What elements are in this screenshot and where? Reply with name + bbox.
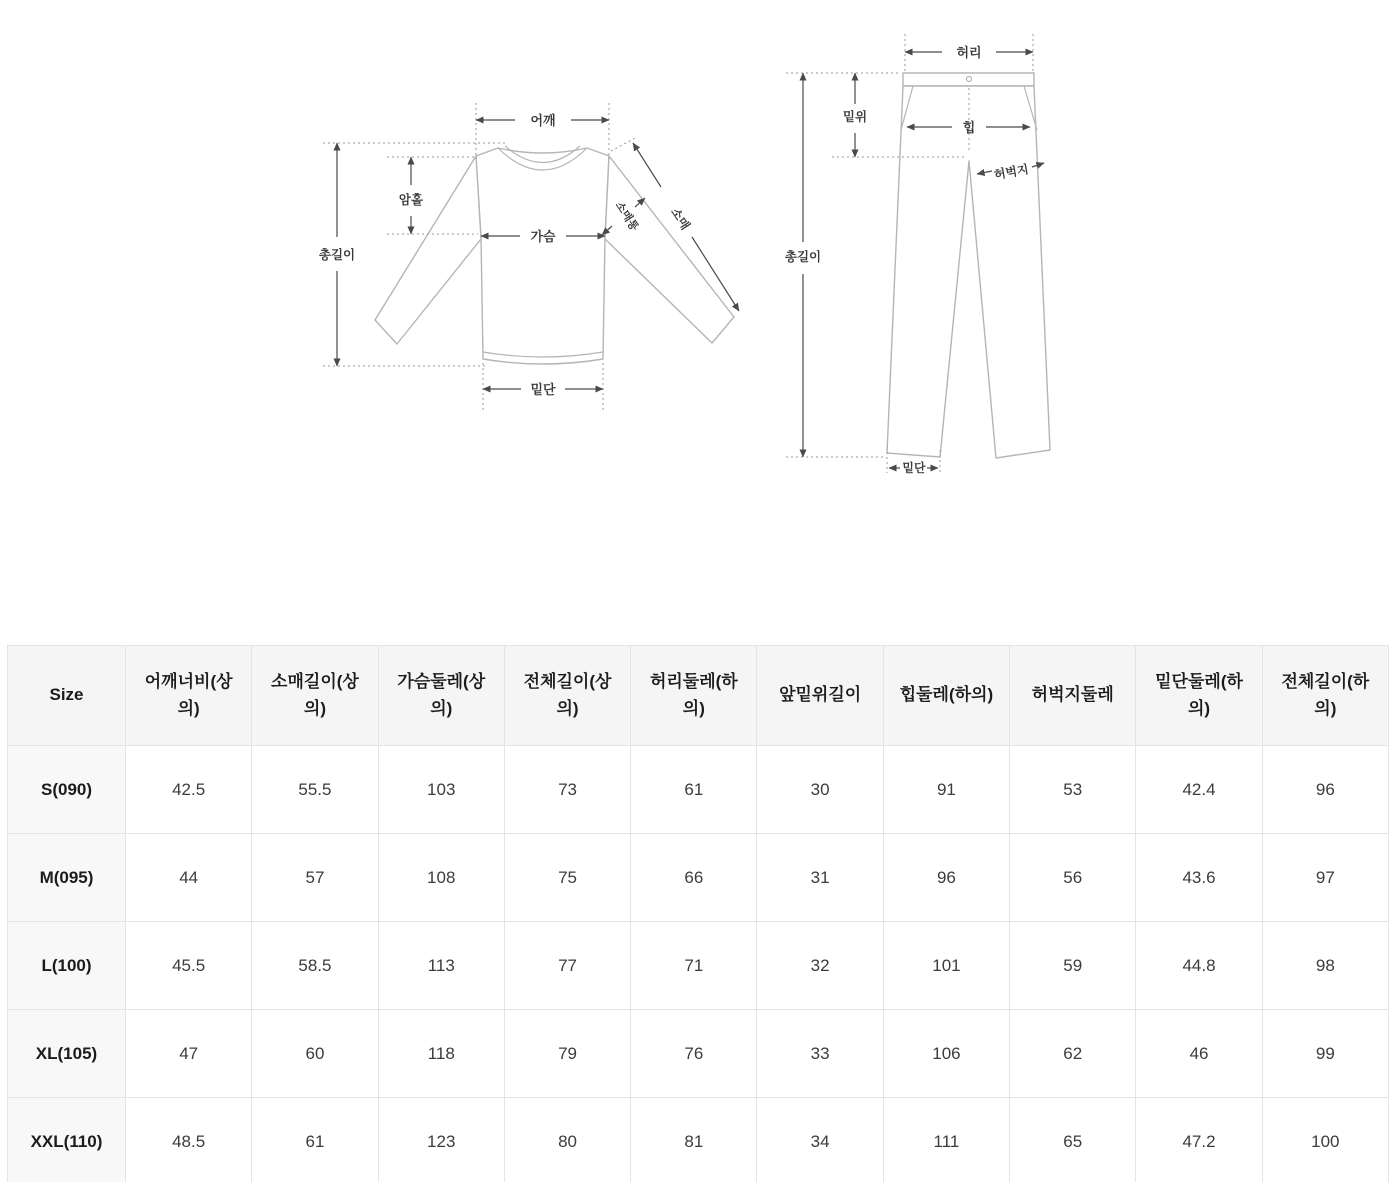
measurement-column-header: 앞밑위길이 [757,646,883,746]
measurement-value: 62 [1010,1010,1136,1098]
shirt-outline [375,146,734,364]
measurement-value: 33 [757,1010,883,1098]
measurement-value: 32 [757,922,883,1010]
measurement-column-header: 가슴둘레(상의) [378,646,504,746]
measurement-column-header: 소매길이(상의) [252,646,378,746]
measurement-value: 47.2 [1136,1098,1262,1182]
measurement-value: 47 [126,1010,252,1098]
measurement-value: 76 [631,1010,757,1098]
measurement-value: 56 [1010,834,1136,922]
measurement-value: 30 [757,746,883,834]
measurement-value: 108 [378,834,504,922]
measurement-value: 59 [1010,922,1136,1010]
total-length-label: 총길이 [784,250,822,264]
measurement-value: 42.5 [126,746,252,834]
size-column-header: Size [8,646,126,746]
hip-label: 힙 [962,120,976,135]
table-row [8,834,1389,922]
measurement-value: 113 [378,922,504,1010]
table-row [8,922,1389,1010]
measurement-value: 46 [1136,1010,1262,1098]
measurement-value: 45.5 [126,922,252,1010]
measurement-value: 91 [883,746,1009,834]
waist-label: 허리 [956,45,982,60]
measurement-value: 73 [504,746,630,834]
size-label: XXL(110) [8,1098,126,1182]
measurement-value: 42.4 [1136,746,1262,834]
size-label: XL(105) [8,1010,126,1098]
measurement-value: 111 [883,1098,1009,1182]
measurement-value: 31 [757,834,883,922]
measurement-value: 77 [504,922,630,1010]
size-table-body [8,746,1389,1182]
measurement-value: 96 [1262,746,1388,834]
size-table-header-row [8,646,1389,746]
thigh-label: 허벅지 [992,162,1030,182]
measurement-value: 103 [378,746,504,834]
measurement-value: 80 [504,1098,630,1182]
table-row [8,746,1389,834]
hem-label: 밑단 [530,382,556,397]
measurement-value: 99 [1262,1010,1388,1098]
size-label: M(095) [8,834,126,922]
measurement-value: 66 [631,834,757,922]
measurement-column-header: 전체길이(하의) [1262,646,1388,746]
sleeve-label: 소매 [668,205,693,233]
size-label: L(100) [8,922,126,1010]
hem-label: 밑단 [902,461,926,475]
measurement-value: 43.6 [1136,834,1262,922]
size-label: S(090) [8,746,126,834]
measurement-value: 44.8 [1136,922,1262,1010]
measurement-value: 118 [378,1010,504,1098]
measurement-value: 65 [1010,1098,1136,1182]
chest-label: 가슴 [530,229,556,244]
hem-dimension [483,363,603,412]
measurement-value: 48.5 [126,1098,252,1182]
measurement-value: 81 [631,1098,757,1182]
waist-dimension [905,34,1033,72]
bottom-garment-diagram [780,20,1100,475]
size-table [7,645,1389,1182]
measurement-column-header: 허리둘레(하의) [631,646,757,746]
rise-label: 밑위 [842,110,868,124]
table-row [8,1010,1389,1098]
measurement-column-header: 어깨너비(상의) [126,646,252,746]
measurement-value: 123 [378,1098,504,1182]
measurement-value: 79 [504,1010,630,1098]
measurement-value: 96 [883,834,1009,922]
measurement-value: 75 [504,834,630,922]
measurement-column-header: 허벅지둘레 [1010,646,1136,746]
measurement-column-header: 밑단둘레(하의) [1136,646,1262,746]
measurement-value: 53 [1010,746,1136,834]
measurement-column-header: 힙둘레(하의) [883,646,1009,746]
measurement-value: 61 [252,1098,378,1182]
measurement-value: 34 [757,1098,883,1182]
measurement-value: 44 [126,834,252,922]
measurement-value: 55.5 [252,746,378,834]
total-length-dimension [784,73,901,457]
measurement-value: 98 [1262,922,1388,1010]
measurement-value: 101 [883,922,1009,1010]
table-row [8,1098,1389,1182]
measurement-value: 71 [631,922,757,1010]
measurement-value: 57 [252,834,378,922]
total-length-label: 총길이 [318,248,356,262]
measurement-value: 106 [883,1010,1009,1098]
measurement-value: 100 [1262,1098,1388,1182]
measurement-value: 61 [631,746,757,834]
sleeve-width-label: 소매통 [612,199,641,234]
measurement-value: 97 [1262,834,1388,922]
measurement-column-header: 전체길이(상의) [504,646,630,746]
measurement-value: 60 [252,1010,378,1098]
shoulder-label: 어깨 [530,113,556,128]
armhole-label: 암홀 [398,193,424,207]
measurement-value: 58.5 [252,922,378,1010]
top-garment-diagram [315,75,760,420]
